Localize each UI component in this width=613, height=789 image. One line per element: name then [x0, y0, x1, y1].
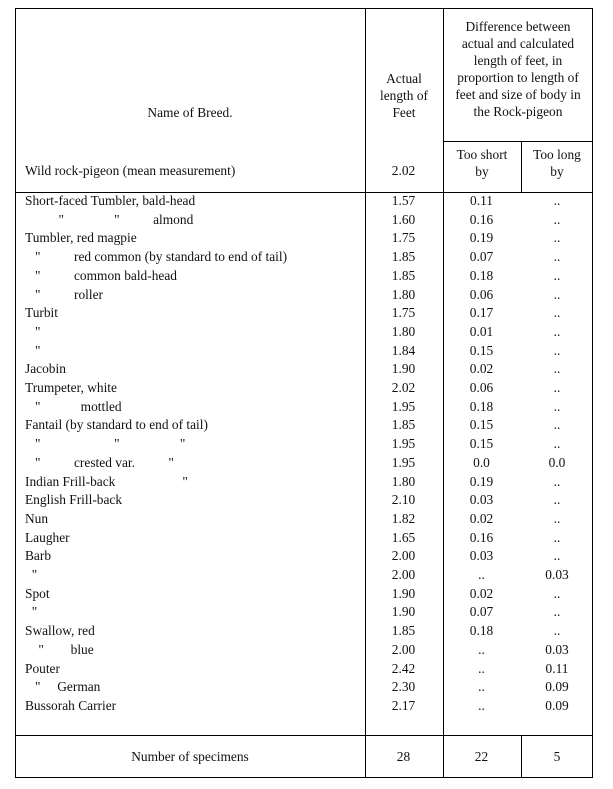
breed-name: Nun [25, 510, 49, 526]
too-short-value: 0.02 [469, 510, 494, 526]
too-short-value: 0.03 [469, 492, 494, 508]
breed-name: Short-faced Tumbler, bald-head [25, 193, 196, 208]
too-short-value: 0.16 [469, 211, 494, 227]
wild-rock-pigeon-name: Wild rock-pigeon (mean measurement) [25, 163, 236, 178]
table-row [15, 622, 593, 641]
table-row [15, 547, 593, 566]
header-actual-line: length of [380, 88, 428, 103]
actual-length: 1.95 [391, 436, 416, 452]
too-long-value: 0.11 [545, 660, 569, 676]
too-long-value: .. [553, 211, 561, 227]
footer-actual: 28 [396, 749, 411, 764]
too-long-value: .. [553, 623, 561, 639]
too-short-value: 0.18 [469, 267, 494, 283]
actual-length: 2.17 [391, 697, 416, 713]
header-too-short [443, 146, 521, 180]
too-short-value: 0.16 [469, 529, 494, 545]
header-actual-length [365, 70, 443, 121]
too-short-value: 0.18 [469, 623, 494, 639]
header-difference [443, 18, 593, 120]
breed-name: Laugher [25, 529, 70, 545]
table-row [15, 379, 593, 398]
too-short-value: 0.06 [469, 286, 494, 302]
too-long-value: .. [553, 342, 561, 358]
actual-length: 2.02 [391, 380, 416, 395]
breed-name: English Frill-back [25, 492, 123, 508]
too-long-value: .. [553, 286, 561, 302]
header-actual-line: Actual [386, 71, 422, 86]
breed-name: Fantail (by standard to end of tail) [25, 417, 208, 433]
breed-name: Turbit [25, 305, 58, 321]
actual-length: 1.85 [391, 249, 416, 265]
too-long-value: .. [553, 529, 561, 545]
too-short-value: 0.15 [469, 342, 494, 358]
breed-name: " [25, 323, 41, 339]
breed-name: " red common (by standard to end of tail) [25, 249, 288, 265]
too-long-value: 0.03 [545, 567, 569, 582]
actual-length: 1.85 [391, 623, 416, 639]
too-short-value: 0.01 [469, 323, 494, 339]
too-long-value: .. [553, 492, 561, 508]
too-long-value: .. [553, 193, 561, 208]
breed-name: Bussorah Carrier [25, 697, 117, 713]
table-row [15, 192, 593, 211]
actual-length: 1.85 [391, 417, 416, 433]
breed-name: Spot [25, 585, 50, 601]
too-short-value: 0.11 [470, 193, 493, 208]
too-long-value: 0.03 [545, 641, 569, 657]
breed-name: " " " [25, 436, 186, 452]
breed-name: Pouter [25, 660, 60, 676]
table-row [15, 529, 593, 548]
footer-label: Number of specimens [131, 749, 249, 764]
actual-length: 1.90 [391, 604, 416, 620]
breed-name: Indian Frill-back " [25, 473, 188, 489]
too-short-value: .. [478, 660, 485, 676]
row-divider [16, 735, 592, 736]
actual-length: 1.84 [391, 342, 416, 358]
breed-name: " German [25, 679, 101, 695]
actual-length: 1.75 [391, 230, 416, 246]
table-row [15, 678, 593, 697]
too-long-value: 0.0 [548, 454, 566, 470]
actual-length: 2.00 [391, 641, 416, 657]
actual-length: 2.30 [391, 679, 416, 695]
too-short-value: 0.19 [469, 230, 494, 246]
breed-name: " common bald-head [25, 267, 177, 283]
table-row [15, 473, 593, 492]
too-short-value: 0.02 [469, 585, 494, 601]
actual-length: 2.42 [391, 660, 416, 676]
actual-length: 1.80 [391, 323, 416, 339]
actual-length: 1.65 [391, 529, 416, 545]
too-long-value: .. [553, 323, 561, 339]
header-difference-line: actual and calculated [461, 36, 575, 51]
table-row [15, 267, 593, 286]
header-difference-line: the Rock-pigeon [473, 104, 563, 119]
actual-length: 1.90 [391, 361, 416, 377]
too-long-value: .. [553, 398, 561, 414]
too-short-value: .. [478, 641, 485, 657]
actual-length: 1.80 [391, 473, 416, 489]
table-row [15, 323, 593, 342]
header-difference-line: Difference between [465, 19, 571, 34]
actual-length: 1.95 [391, 398, 416, 414]
too-long-value: .. [553, 473, 561, 489]
table-row [15, 491, 593, 510]
header-too-long-line: Too long [533, 147, 581, 162]
breed-name: Trumpeter, white [25, 380, 117, 395]
too-long-value: .. [553, 510, 561, 526]
too-short-value: 0.18 [469, 398, 494, 414]
actual-length: 2.00 [391, 548, 416, 564]
breed-name: " [25, 342, 41, 358]
too-short-value: .. [478, 679, 485, 695]
breed-name: Swallow, red [25, 623, 95, 639]
table-row [15, 435, 593, 454]
table-row [15, 510, 593, 529]
footer-too-short: 22 [474, 749, 489, 764]
header-name-of-breed: Name of Breed. [147, 105, 233, 120]
too-long-value: .. [553, 436, 561, 452]
footer-too-long: 5 [553, 749, 561, 764]
table-row [15, 360, 593, 379]
breed-name: " roller [25, 286, 103, 302]
too-short-value: 0.15 [469, 436, 494, 452]
table-row [15, 603, 593, 622]
too-short-value: 0.0 [473, 454, 490, 470]
header-difference-line: proportion to length of [457, 70, 579, 85]
actual-length: 2.00 [391, 567, 416, 582]
wild-rock-pigeon-actual: 2.02 [391, 163, 416, 178]
too-long-value: .. [553, 548, 561, 564]
actual-length: 1.60 [391, 211, 416, 227]
actual-length: 1.90 [391, 585, 416, 601]
breed-name: Barb [25, 548, 52, 564]
too-long-value: 0.09 [545, 679, 569, 695]
too-long-value: .. [553, 380, 561, 395]
header-actual-line: Feet [392, 105, 416, 120]
actual-length: 1.85 [391, 267, 416, 283]
too-long-value: .. [553, 230, 561, 246]
too-short-value: 0.02 [469, 361, 494, 377]
too-short-value: 0.19 [469, 473, 494, 489]
actual-length: 2.10 [391, 492, 416, 508]
too-short-value: 0.07 [469, 604, 494, 620]
actual-length: 1.95 [391, 454, 416, 470]
table-row [15, 211, 593, 230]
too-short-value: 0.17 [469, 305, 494, 321]
table-row [15, 454, 593, 473]
table-row [15, 398, 593, 417]
too-long-value: .. [553, 361, 561, 377]
actual-length: 1.75 [391, 305, 416, 321]
too-short-value: 0.03 [469, 548, 494, 564]
breed-name: Jacobin [25, 361, 66, 377]
table-row [15, 641, 593, 660]
table-row [15, 286, 593, 305]
header-too-short-line: Too short [456, 147, 508, 162]
table-row [15, 304, 593, 323]
too-short-value: 0.15 [469, 417, 494, 433]
too-long-value: 0.09 [545, 697, 569, 713]
actual-length: 1.80 [391, 286, 416, 302]
too-short-value: 0.06 [469, 380, 494, 395]
header-too-long-line: by [550, 164, 564, 179]
too-long-value: .. [553, 305, 561, 321]
breed-name: " [25, 567, 38, 582]
row-divider [443, 141, 593, 142]
too-short-value: 0.07 [469, 249, 494, 265]
too-long-value: .. [553, 417, 561, 433]
actual-length: 1.82 [391, 510, 416, 526]
breed-name: " mottled [25, 398, 122, 414]
table-row [15, 697, 593, 716]
table-row [15, 585, 593, 604]
breed-name: " [25, 604, 38, 620]
too-short-value: .. [478, 697, 485, 713]
header-too-long [521, 146, 593, 180]
too-long-value: .. [553, 267, 561, 283]
actual-length: 1.57 [391, 193, 416, 208]
too-long-value: .. [553, 249, 561, 265]
table-row [15, 248, 593, 267]
header-difference-line: length of feet, in [473, 53, 563, 68]
too-long-value: .. [553, 585, 561, 601]
table-row [15, 229, 593, 248]
header-difference-line: feet and size of body in [455, 87, 581, 102]
too-long-value: .. [553, 604, 561, 620]
breed-name: " blue [25, 641, 94, 657]
table-row [15, 566, 593, 585]
breed-name: " crested var. " [25, 454, 174, 470]
breed-name: Tumbler, red magpie [25, 230, 137, 246]
table-row [15, 342, 593, 361]
table-row [15, 416, 593, 435]
too-short-value: .. [478, 567, 485, 582]
breed-name: " " almond [25, 211, 194, 227]
table-row [15, 660, 593, 679]
header-too-short-line: by [475, 164, 489, 179]
